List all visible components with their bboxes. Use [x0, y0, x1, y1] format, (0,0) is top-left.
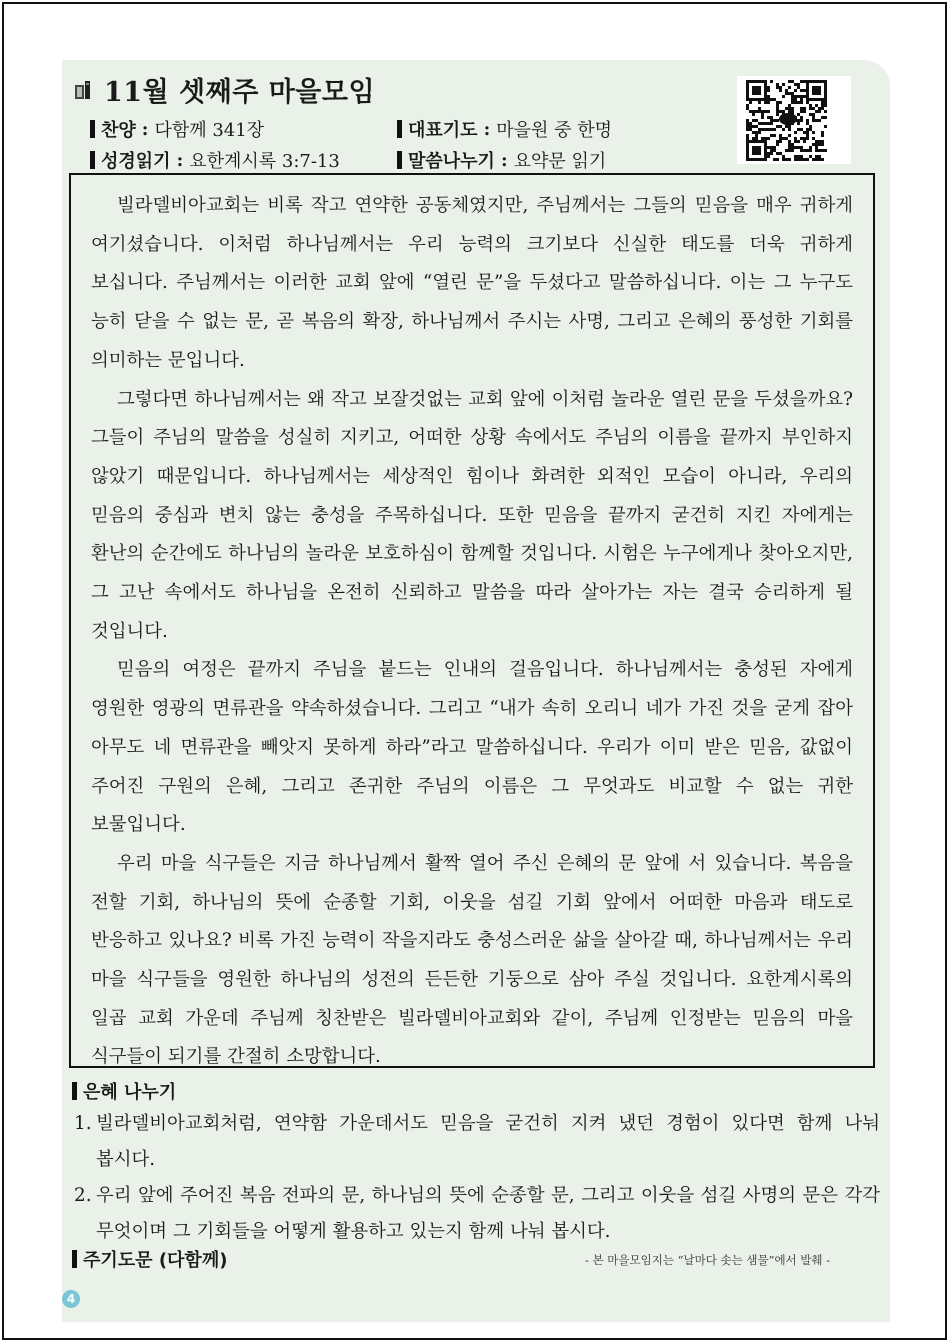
section-title: 주기도문 (다함께): [83, 1250, 228, 1271]
question-number: 2.: [74, 1185, 92, 1206]
bullet-bar: [72, 1250, 77, 1268]
meta-value: 요약문 읽기: [513, 151, 607, 172]
meta-sharing: 말씀나누기 : 요약문 읽기: [397, 147, 606, 173]
question-item: [74, 1106, 880, 1178]
question-item: [74, 1178, 880, 1250]
summary-box: [69, 173, 875, 1068]
bullet-bar: [90, 120, 95, 138]
meta-reading: 성경읽기 : 요한계시록 3:7-13: [90, 147, 340, 173]
bullet-bar: [397, 120, 402, 138]
page-title: 11월 셋째주 마을모임: [104, 77, 376, 108]
meta-label: 대표기도: [408, 120, 478, 141]
question-number: 1.: [74, 1113, 92, 1134]
meta-hymn: 찬양 : 다함께 341장: [90, 116, 264, 142]
meta-label: 성경읽기: [101, 151, 171, 172]
page-number-badge: 4: [62, 1290, 80, 1308]
section-title: 은혜 나누기: [83, 1082, 177, 1103]
book-icon: [74, 79, 92, 101]
qr-code[interactable]: [737, 76, 851, 164]
question-list: [74, 1106, 880, 1250]
meta-prayer: 대표기도 : 마을원 중 한명: [397, 116, 612, 142]
bullet-bar: [90, 151, 95, 169]
meta-value: 마을원 중 한명: [496, 120, 612, 141]
grace-sharing-heading: [72, 1078, 176, 1104]
summary-paragraph: 빌라델비아교회는 비록 작고 연약한 공동체였지만, 주님께서는 그들의 믿음을 매우 귀하게 여기셨습니다. 이처럼 하나님께서는 우리 능력의 크기보다 신실한 태도를 더욱 귀하게 보십니다. 주님께서는 이러한 교회 앞에 “열린 문”을 두셨다고 말씀하십니다. 이는 그 누구도 능히 닫을 수 없는 문, 곧 복음의 확장, 하나님께서 주시는 사명, 그리고 은혜의 풍성한 기회를 의미하는 문입니다.: [91, 195, 853, 371]
meta-value: 다함께 341장: [154, 120, 265, 141]
meta-value: 요한계시록 3:7-13: [189, 151, 340, 172]
bullet-bar: [397, 151, 402, 169]
source-note: - 본 마을모임지는 “날마다 솟는 샘물”에서 발췌 -: [585, 1253, 831, 1267]
meta-label: 찬양: [101, 120, 136, 141]
question-text: 우리 앞에 주어진 복음 전파의 문, 하나님의 뜻에 순종할 문, 그리고 이웃을 섬길 사명의 문은 각각 무엇이며 그 기회들을 어떻게 활용하고 있는지 함께 나눠 봅시다.: [96, 1185, 880, 1242]
question-text: 빌라델비아교회처럼, 연약함 가운데서도 믿음을 굳건히 지켜 냈던 경험이 있다면 함께 나눠 봅시다.: [96, 1113, 880, 1170]
lords-prayer-heading: [72, 1246, 227, 1272]
summary-paragraph: 우리 마을 식구들은 지금 하나님께서 활짝 열어 주신 은혜의 문 앞에 서 있습니다. 복음을 전할 기회, 하나님의 뜻에 순종할 기회, 이웃을 섬길 기회 앞에서 어떠한 마음과 태도로 반응하고 있나요? 비록 가진 능력이 작을지라도 충성스러운 삶을 살아갈 때, 하나님께서는 우리 마을 식구들을 영원한 하나님의 성전의 든든한 기둥으로 삼아 주실 것입니다. 요한계시록의 일곱 교회 가운데 주님께 칭찬받은 빌라델비아교회와 같이, 주님께 인정받는 믿음의 마을 식구들이 되기를 간절히 소망합니다.: [91, 852, 853, 1068]
title-row: [74, 70, 375, 109]
meta-label: 말씀나누기: [408, 151, 495, 172]
bullet-bar: [72, 1082, 77, 1100]
summary-paragraph: 믿음의 여정은 끝까지 주님을 붙드는 인내의 걸음입니다. 하나님께서는 충성된 자에게 영원한 영광의 면류관을 약속하셨습니다. 그리고 “내가 속히 오리니 네가 가진 것을 굳게 잡아 아무도 네 면류관을 빼앗지 못하게 하라”라고 말씀하십니다. 우리가 이미 받은 믿음, 값없이 주어진 구원의 은혜, 그리고 존귀한 주님의 이름은 그 무엇과도 비교할 수 없는 귀한 보물입니다.: [91, 659, 853, 836]
summary-paragraph: 그렇다면 하나님께서는 왜 작고 보잘것없는 교회 앞에 이처럼 놀라운 열린 문을 두셨을까요? 그들이 주님의 말씀을 성실히 지키고, 어떠한 상황 속에서도 주님의 이름을 끝까지 부인하지 않았기 때문입니다. 하나님께서는 세상적인 힘이나 화려한 외적인 모습이 아니라, 우리의 믿음의 중심과 변치 않는 충성을 주목하십니다. 또한 믿음을 끝까지 굳건히 지킨 자에게는 환난의 순간에도 하나님의 놀라운 보호하심이 함께할 것입니다. 시험은 누구에게나 찾아오지만, 그 고난 속에서도 하나님을 온전히 신뢰하고 말씀을 따라 살아가는 자는 결국 승리하게 될 것입니다.: [91, 388, 853, 642]
